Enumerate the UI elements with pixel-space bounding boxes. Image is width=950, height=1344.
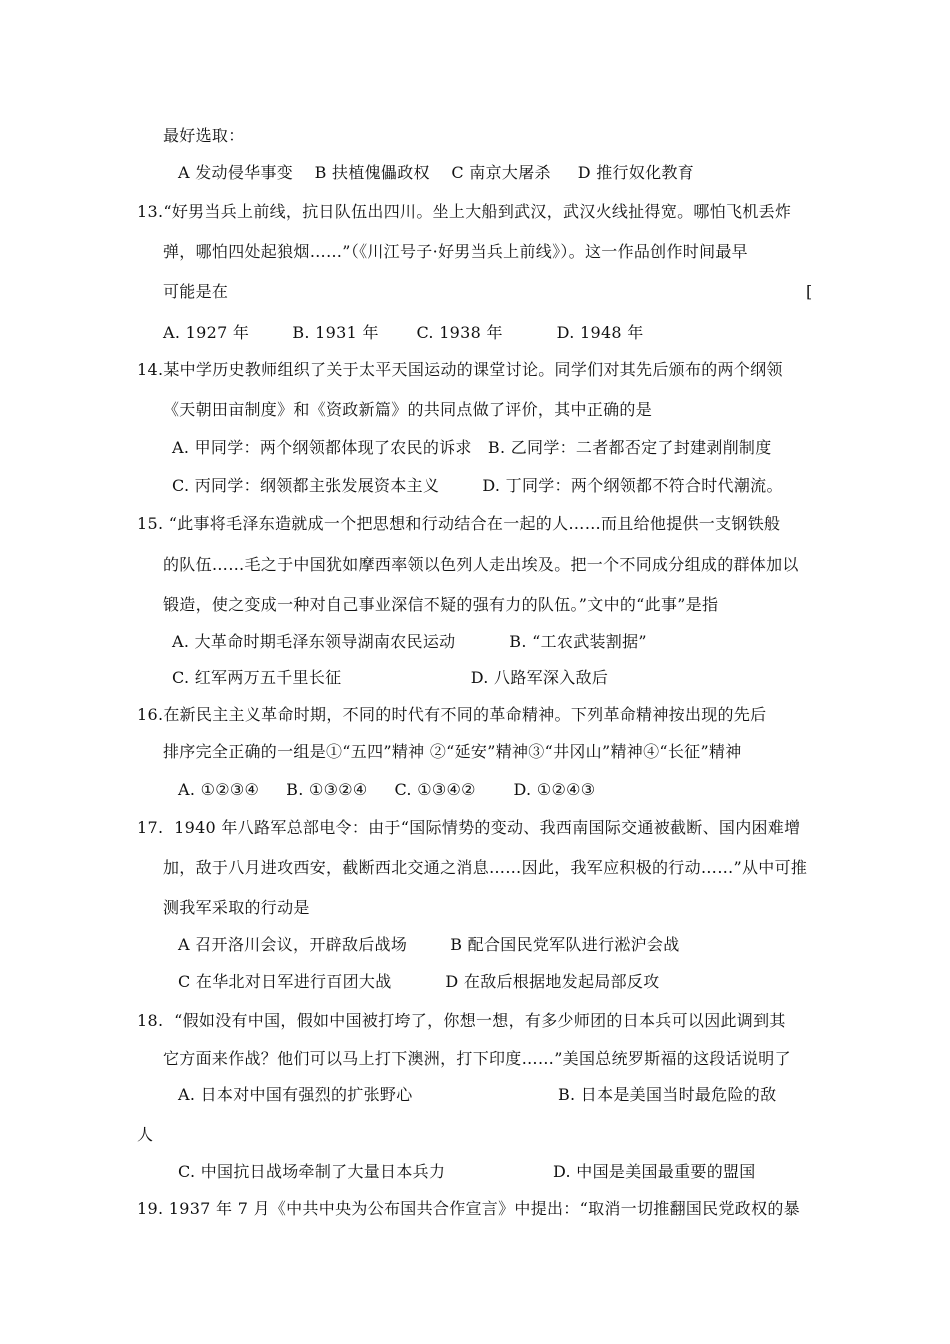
question-13-line: 可能是在 — [163, 282, 229, 301]
question-17-line: 加，敌于八月进攻西安，截断西北交通之消息……因此，我军应积极的行动……”从中可推 — [163, 858, 808, 877]
options-line: C. 中国抗日战场牵制了大量日本兵力 D. 中国是美国最重要的盟国 — [178, 1162, 756, 1181]
question-15-line: 15. “此事将毛泽东造就成一个把思想和行动结合在一起的人……而且给他提供一支钢铁般 — [137, 514, 781, 533]
question-16-line: 16.在新民主主义革命时期，不同的时代有不同的革命精神。下列革命精神按出现的先后 — [137, 705, 767, 724]
question-14-line: 《天朝田亩制度》和《资政新篇》的共同点做了评价，其中正确的是 — [163, 400, 653, 419]
text-line: 最好选取： — [163, 126, 245, 145]
text-line: 人 — [137, 1125, 154, 1144]
question-17-line: 17. 1940 年八路军总部电令：由于“国际情势的变动、我西南国际交通被截断、国内困难增 — [137, 818, 801, 837]
question-13-line: 弹，哪怕四处起狼烟……”（《川江号子·好男当兵上前线》）。这一作品创作时间最早 — [163, 242, 748, 261]
question-18-line: 它方面来作战？他们可以马上打下澳洲，打下印度……”美国总统罗斯福的这段话说明了 — [163, 1049, 791, 1068]
question-16-line: 排序完全正确的一组是①“五四”精神 ②“延安”精神③“井冈山”精神④“长征”精神 — [163, 742, 742, 761]
options-line: A 召开洛川会议，开辟敌后战场 B 配合国民党军队进行淞沪会战 — [178, 935, 680, 954]
question-15-line: 的队伍……毛之于中国犹如摩西率领以色列人走出埃及。把一个不同成分组成的群体加以 — [163, 555, 799, 574]
question-13-line: 13.“好男当兵上前线，抗日队伍出四川。坐上大船到武汉，武汉火线扯得宽。哪怕飞机丢炸 — [137, 202, 792, 221]
options-line: A 发动侵华事变 B 扶植傀儡政权 C 南京大屠杀 D 推行奴化教育 — [178, 163, 695, 182]
question-19-line: 19. 1937 年 7 月《中共中央为公布国共合作宣言》中提出：“取消一切推翻国民党政权的暴 — [137, 1199, 800, 1218]
options-line: A. 日本对中国有强烈的扩张野心 B. 日本是美国当时最危险的敌 — [178, 1085, 777, 1104]
options-line: A. 大革命时期毛泽东领导湖南农民运动 B. “工农武装割据” — [172, 632, 647, 651]
options-line: C 在华北对日军进行百团大战 D 在敌后根据地发起局部反攻 — [178, 972, 660, 991]
question-15-line: 锻造，使之变成一种对自己事业深信不疑的强有力的队伍。”文中的“此事”是指 — [163, 595, 719, 614]
question-17-line: 测我军采取的行动是 — [163, 898, 310, 917]
options-line: C. 红军两万五千里长征 D. 八路军深入敌后 — [172, 668, 609, 687]
question-18-line: 18. “假如没有中国，假如中国被打垮了，你想一想，有多少师团的日本兵可以因此调到其 — [137, 1011, 786, 1030]
options-line: A. ①②③④ B. ①③②④ C. ①③④② D. ①②④③ — [178, 780, 596, 799]
options-line: C. 丙同学：纲领都主张发展资本主义 D. 丁同学：两个纲领都不符合时代潮流。 — [172, 476, 783, 495]
options-line: A. 1927 年 B. 1931 年 C. 1938 年 D. 1948 年 — [163, 323, 644, 342]
question-14-line: 14.某中学历史教师组织了关于太平天国运动的课堂讨论。同学们对其先后颁布的两个纲领 — [137, 360, 783, 379]
options-line: A. 甲同学：两个纲领都体现了农民的诉求 B. 乙同学：二者都否定了封建剥削制度 — [172, 438, 772, 457]
answer-bracket: [ — [806, 282, 813, 301]
